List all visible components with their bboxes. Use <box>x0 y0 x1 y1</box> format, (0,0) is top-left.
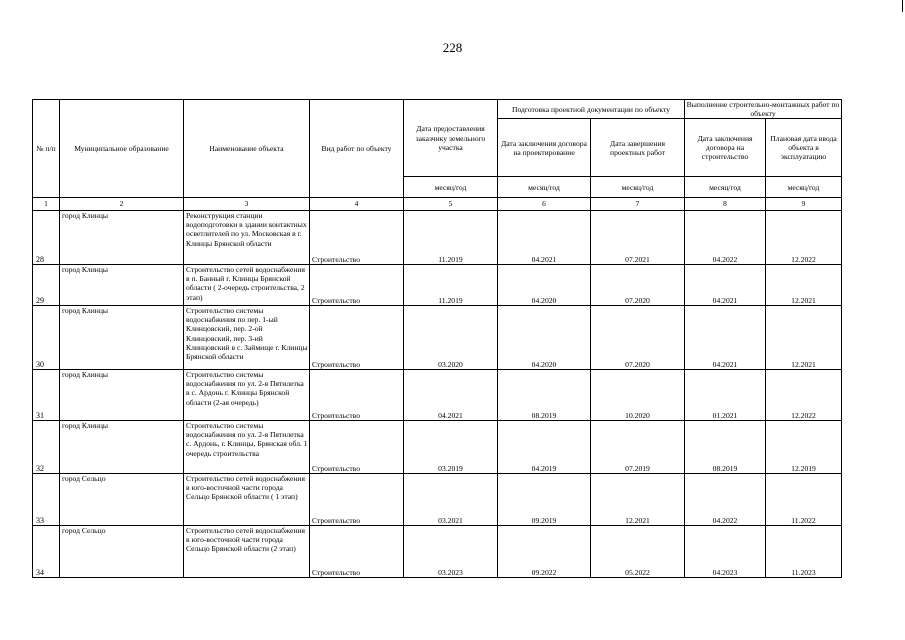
edge-mark <box>902 0 903 12</box>
row-design-done: 05.2022 <box>591 526 685 578</box>
unit-c6: месяц/год <box>498 177 591 198</box>
table-row <box>33 265 842 306</box>
row-commissioning: 11.2023 <box>766 526 842 578</box>
header-construction-contract: Дата заключения договора на строительство <box>685 119 766 177</box>
row-commissioning: 12.2022 <box>766 370 842 421</box>
header-land-date: Дата предоставления заказчику земельного участка <box>404 100 498 177</box>
table-row <box>33 370 842 421</box>
row-construction-contract: 08.2019 <box>685 421 766 474</box>
row-object-name: Реконструкция станции водоподготовки в здании контактных осветлителей по ул. Московская в г. Клинцы Брянской области <box>184 211 310 265</box>
row-land-date: 04.2021 <box>404 370 498 421</box>
row-municipality: город Сельцо <box>60 526 184 578</box>
row-design-done: 07.2020 <box>591 306 685 370</box>
row-design-contract: 09.2019 <box>498 474 591 526</box>
row-object-name: Строительство системы водоснабжения по ул. 2-я Пятилетка в с. Ардонь г. Клинцы Брянской области (2-ая очередь) <box>184 370 310 421</box>
row-commissioning: 12.2021 <box>766 306 842 370</box>
table-row <box>33 421 842 474</box>
unit-c5: месяц/год <box>404 177 498 198</box>
row-work-type: Строительство <box>310 370 404 421</box>
row-construction-contract: 04.2023 <box>685 526 766 578</box>
row-land-date: 03.2020 <box>404 306 498 370</box>
row-design-done: 07.2021 <box>591 211 685 265</box>
row-construction-contract: 01.2021 <box>685 370 766 421</box>
row-num: 28 <box>33 211 60 265</box>
row-num: 32 <box>33 421 60 474</box>
row-num: 34 <box>33 526 60 578</box>
table-row <box>33 306 842 370</box>
header-construction-group: Выполнение строительно-монтажных работ по объекту <box>685 100 842 119</box>
row-work-type: Строительство <box>310 526 404 578</box>
row-commissioning: 12.2022 <box>766 211 842 265</box>
unit-c9: месяц/год <box>766 177 842 198</box>
row-num: 33 <box>33 474 60 526</box>
column-number: 6 <box>498 198 591 211</box>
row-design-done: 10.2020 <box>591 370 685 421</box>
page-number: 228 <box>442 40 463 55</box>
table-row <box>33 474 842 526</box>
table-row <box>33 211 842 265</box>
header-design-group: Подготовка проектной документации по объекту <box>498 100 685 119</box>
row-municipality: город Клинцы <box>60 370 184 421</box>
column-number: 1 <box>33 198 60 211</box>
row-work-type: Строительство <box>310 211 404 265</box>
row-design-contract: 04.2020 <box>498 306 591 370</box>
row-num: 30 <box>33 306 60 370</box>
row-design-contract: 09.2022 <box>498 526 591 578</box>
row-land-date: 03.2019 <box>404 421 498 474</box>
unit-c7: месяц/год <box>591 177 685 198</box>
header-commissioning: Плановая дата ввода объекта в эксплуатацию <box>766 119 842 177</box>
header-design-contract: Дата заключения договора на проектирование <box>498 119 591 177</box>
column-number: 8 <box>685 198 766 211</box>
row-municipality: город Клинцы <box>60 421 184 474</box>
row-commissioning: 12.2021 <box>766 265 842 306</box>
objects-table <box>32 99 842 578</box>
row-work-type: Строительство <box>310 421 404 474</box>
row-land-date: 03.2023 <box>404 526 498 578</box>
row-work-type: Строительство <box>310 265 404 306</box>
header-work-type: Вид работ по объекту <box>310 100 404 198</box>
row-construction-contract: 04.2021 <box>685 306 766 370</box>
header-num: № п/п <box>33 100 60 198</box>
row-construction-contract: 04.2022 <box>685 474 766 526</box>
row-municipality: город Клинцы <box>60 306 184 370</box>
row-commissioning: 11.2022 <box>766 474 842 526</box>
row-design-contract: 04.2021 <box>498 211 591 265</box>
row-land-date: 03.2021 <box>404 474 498 526</box>
row-work-type: Строительство <box>310 306 404 370</box>
row-construction-contract: 04.2021 <box>685 265 766 306</box>
row-design-contract: 08.2019 <box>498 370 591 421</box>
row-object-name: Строительство системы водоснабжения по ул. 2-я Пятилетка с. Ардонь, г. Клинцы, Брянская обл. 1 очередь строительства <box>184 421 310 474</box>
column-number: 3 <box>184 198 310 211</box>
row-num: 29 <box>33 265 60 306</box>
row-object-name: Строительство сетей водоснабжения в юго-восточной части города Сельцо Брянской области ( 1 этап) <box>184 474 310 526</box>
table-row <box>33 526 842 578</box>
row-work-type: Строительство <box>310 474 404 526</box>
column-number: 2 <box>60 198 184 211</box>
row-design-done: 07.2020 <box>591 265 685 306</box>
column-number: 4 <box>310 198 404 211</box>
header-municipality: Муниципальное образование <box>60 100 184 198</box>
row-municipality: город Клинцы <box>60 211 184 265</box>
column-number: 5 <box>404 198 498 211</box>
row-object-name: Строительство системы водоснабжения по пер. 1-ый Клинцовский, пер. 2-ой Клинцовский, пер. 3-ий Клинцовский в с. Займище г. Клинцы Брянской области <box>184 306 310 370</box>
unit-c8: месяц/год <box>685 177 766 198</box>
row-design-done: 07.2019 <box>591 421 685 474</box>
row-design-contract: 04.2020 <box>498 265 591 306</box>
row-land-date: 11.2019 <box>404 211 498 265</box>
row-municipality: город Сельцо <box>60 474 184 526</box>
header-design-done: Дата завершения проектных работ <box>591 119 685 177</box>
row-land-date: 11.2019 <box>404 265 498 306</box>
header-object-name: Наименование объекта <box>184 100 310 198</box>
row-construction-contract: 04.2022 <box>685 211 766 265</box>
row-municipality: город Клинцы <box>60 265 184 306</box>
row-commissioning: 12.2019 <box>766 421 842 474</box>
column-number: 9 <box>766 198 842 211</box>
row-num: 31 <box>33 370 60 421</box>
row-design-done: 12.2021 <box>591 474 685 526</box>
column-number: 7 <box>591 198 685 211</box>
row-object-name: Строительство сетей водоснабжения в п. Банный г. Клинцы Брянской области ( 2-очередь строительства, 2 этап) <box>184 265 310 306</box>
row-design-contract: 04.2019 <box>498 421 591 474</box>
row-object-name: Строительство сетей водоснабжения в юго-восточной части города Сельцо Брянской области (2 этап) <box>184 526 310 578</box>
